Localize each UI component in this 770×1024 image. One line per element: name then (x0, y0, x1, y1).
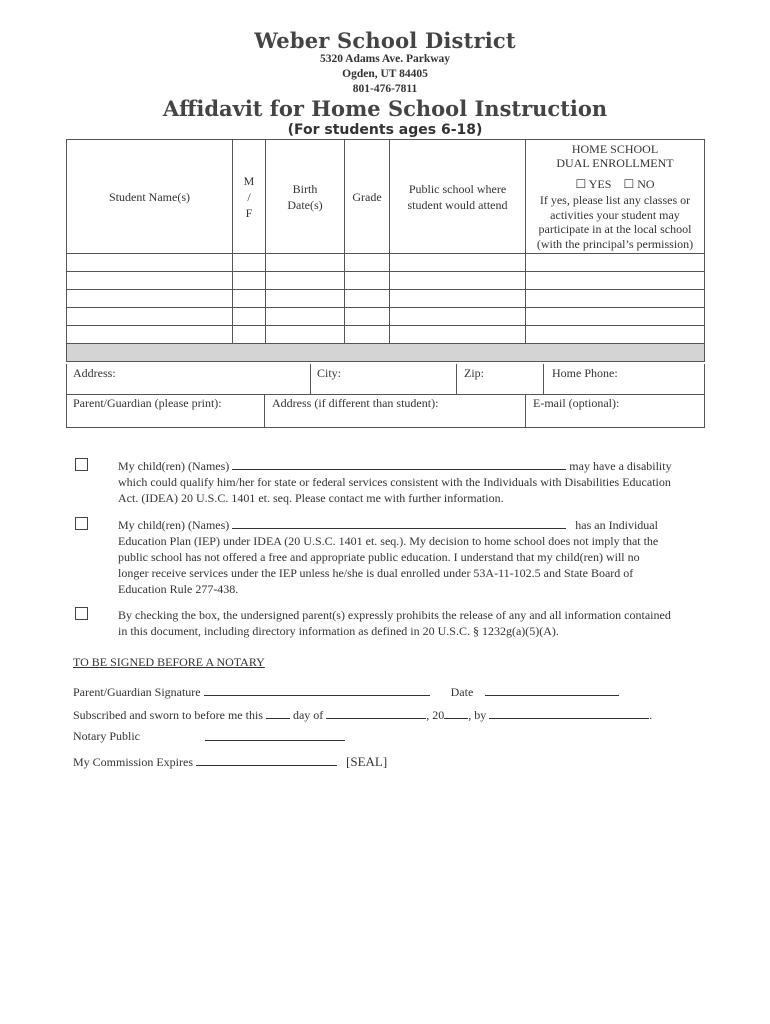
notary-public-label: Notary Public (73, 729, 140, 743)
city-field[interactable]: City: (317, 366, 342, 380)
header-grade: Grade (345, 140, 390, 254)
header-public-school: Public school where student would attend (390, 140, 526, 254)
privacy-checkbox[interactable] (75, 607, 88, 620)
sworn-month-field[interactable] (326, 707, 426, 719)
sworn-year-field[interactable] (444, 707, 468, 719)
district-name: Weber School District (254, 28, 516, 53)
iep-statement: My child(ren) (Names) has an Individual Education Plan (IEP) under IDEA (20 U.S.C. 1401 et. seq.). My decision to home school does not imply that the public school has not offered a free and appropriate public education. I understand that my child(ren) will no longer receive services under the IEP unless he/she is dual enrolled under 53A-11-102.5 and State Board of Education Rule 277-438. (118, 518, 659, 596)
alt-address-field[interactable]: Address (if different than student): (272, 396, 439, 410)
iep-checkbox[interactable] (75, 517, 88, 530)
commission-line: My Commission Expires [SEAL] (73, 754, 388, 769)
notary-public-field[interactable] (205, 729, 345, 741)
header-student-name: Student Name(s) (67, 140, 233, 254)
header-gender: M / F (233, 140, 266, 254)
student-row[interactable] (67, 254, 705, 272)
header-birth-date: Birth Date(s) (266, 140, 345, 254)
sworn-line: Subscribed and sworn to before me this day of , 20 , by . (73, 708, 653, 722)
district-phone: 801-476-7811 (352, 83, 418, 95)
signature-field[interactable] (204, 684, 430, 696)
shaded-separator (67, 344, 705, 362)
disability-statement: My child(ren) (Names) may have a disability which could qualify him/her for state or federal services consistent with the Individuals with Disabilities Education Act. (IDEA) 20 U.S.C. 1401 et. seq. Please contact me with further information. (118, 459, 672, 505)
privacy-statement: By checking the box, the undersigned parent(s) expressly prohibits the release of any and all information contained in this document, including directory information as defined in 20 U.S.C. § 1232g(a)(5)(A). (118, 608, 671, 638)
student-row[interactable] (67, 290, 705, 308)
home-phone-field[interactable]: Home Phone: (552, 366, 618, 380)
form-title: Affidavit for Home School Instruction (162, 96, 608, 121)
student-row[interactable] (67, 308, 705, 326)
yes-checkbox[interactable]: ☐ YES (575, 176, 612, 191)
student-row[interactable] (67, 272, 705, 290)
signature-line: Parent/Guardian Signature Date (73, 684, 619, 700)
seal-label: [SEAL] (346, 754, 388, 769)
sworn-day-field[interactable] (266, 707, 290, 719)
no-checkbox[interactable]: ☐ NO (623, 176, 655, 191)
commission-field[interactable] (196, 754, 337, 766)
sworn-by-field[interactable] (489, 707, 649, 719)
district-address-1: 5320 Adams Ave. Parkway (319, 53, 451, 65)
district-address-2: Ogden, UT 84405 (342, 68, 428, 80)
date-field[interactable] (485, 684, 619, 696)
form-subtitle: (For students ages 6-18) (287, 122, 483, 138)
parent-name-field[interactable]: Parent/Guardian (please print): (73, 396, 222, 410)
header-dual-enrollment: HOME SCHOOL DUAL ENROLLMENT ☐ YES ☐ NO If yes, please list any classes or activities your student may participate in at the local school (with the principal’s permission) (526, 140, 705, 254)
student-table (66, 139, 705, 362)
notary-heading: TO BE SIGNED BEFORE A NOTARY (73, 655, 265, 669)
zip-field[interactable]: Zip: (464, 366, 484, 380)
address-field[interactable]: Address: (73, 366, 116, 380)
email-field[interactable]: E-mail (optional): (533, 396, 620, 410)
student-row[interactable] (67, 326, 705, 344)
disability-checkbox[interactable] (75, 458, 88, 471)
